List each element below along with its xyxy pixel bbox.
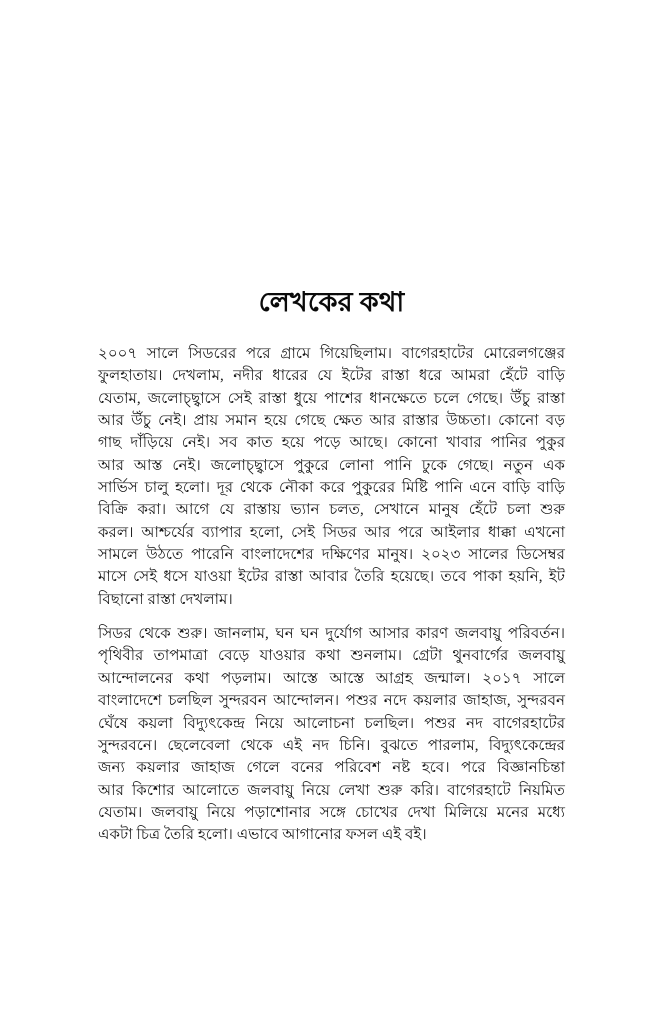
page-title: লেখকের কথা: [258, 287, 405, 317]
text-line: আর আস্ত নেই। জলোচ্ছ্বাসে পুকুরে লোনা পানি ঢুকে গেছে। নতুন এক: [98, 457, 565, 474]
body-text-block: [98, 343, 565, 847]
text-line: সামলে উঠতে পারেনি বাংলাদেশের দক্ষিণের মানুষ। ২০২৩ সালের ডিসেম্বর: [98, 547, 565, 564]
text-line: জন্য কয়লার জাহাজ গেলে বনের পরিবেশ নষ্ট হবে। পরে বিজ্ঞানচিন্তা: [98, 760, 565, 777]
text-line: বিক্রি করা। আগে যে রাস্তায় ভ্যান চলত, সেখানে মানুষ হেঁটে চলা শুরু: [98, 502, 565, 519]
text-line: যেতাম। জলবায়ু নিয়ে পড়াশোনার সঙ্গে চোখের দেখা মিলিয়ে মনের মধ্যে: [98, 804, 565, 821]
text-line: ঘেঁষে কয়লা বিদ্যুৎকেন্দ্র নিয়ে আলোচনা চলছিল। পশুর নদ বাগেরহাটের: [98, 715, 565, 732]
text-line: ফুলহাতায়। দেখলাম, নদীর ধারের যে ইটের রাস্তা ধরে আমরা হেঁটে বাড়ি: [98, 368, 565, 385]
text-line: গাছ দাঁড়িয়ে নেই। সব কাত হয়ে পড়ে আছে। কোনো খাবার পানির পুকুর: [98, 435, 565, 452]
page-content-column: [98, 0, 565, 847]
text-line: যেতাম, জলোচ্ছ্বাসে সেই রাস্তা ধুয়ে পাশের ধানক্ষেতে চলে গেছে। উঁচু রাস্তা: [98, 390, 565, 407]
text-line: মাসে সেই ধসে যাওয়া ইটের রাস্তা আবার তৈরি হয়েছে। তবে পাকা হয়নি, ইট: [98, 569, 565, 586]
text-line: একটা চিত্র তৈরি হলো। এভাবে আগানোর ফসল এই বই।: [98, 827, 427, 844]
text-line: সুন্দরবনে। ছেলেবেলা থেকে এই নদ চিনি। বুঝতে পারলাম, বিদ্যুৎকেন্দ্রের: [98, 737, 565, 754]
text-line: পৃথিবীর তাপমাত্রা বেড়ে যাওয়ার কথা শুনলাম। গ্রেটা থুনবার্গের জলবায়ু: [98, 648, 565, 665]
text-line: বিছানো রাস্তা দেখলাম।: [98, 591, 233, 608]
text-line: করল। আশ্চর্যের ব্যাপার হলো, সেই সিডর আর পরে আইলার ধাক্কা এখনো: [98, 524, 565, 541]
text-line: ২০০৭ সালে সিডরের পরে গ্রামে গিয়েছিলাম। বাগেরহাটের মোরেলগঞ্জের: [98, 346, 565, 362]
text-line: আর কিশোর আলোতে জলবায়ু নিয়ে লেখা শুরু করি। বাগেরহাটে নিয়মিত: [98, 782, 565, 799]
text-line: সার্ভিস চালু হলো। দূর থেকে নৌকা করে পুকুরের মিষ্টি পানি এনে বাড়ি বাড়ি: [98, 480, 565, 497]
paragraph-1: [98, 343, 565, 611]
text-line: সিডর থেকে শুরু। জানলাম, ঘন ঘন দুর্যোগ আসার কারণ জলবায়ু পরিবর্তন।: [98, 626, 565, 643]
paragraph-2: [98, 623, 565, 846]
text-line: বাংলাদেশে চলছিল সুন্দরবন আন্দোলন। পশুর নদে কয়লার জাহাজ, সুন্দরবন: [98, 693, 565, 710]
text-line: আন্দোলনের কথা পড়লাম। আস্তে আস্তে আগ্রহ জন্মাল। ২০১৭ সালে: [98, 670, 565, 687]
text-line: আর উঁচু নেই। প্রায় সমান হয়ে গেছে ক্ষেত আর রাস্তার উচ্চতা। কোনো বড়: [98, 413, 565, 430]
